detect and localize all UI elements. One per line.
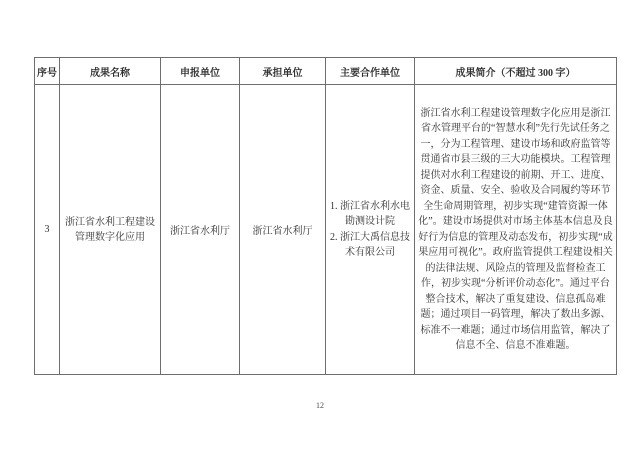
header-undertaking-unit: 承担单位 xyxy=(240,58,326,85)
table-row xyxy=(35,85,617,375)
cell-summary: 浙江省水利工程建设管理数字化应用是浙江省水管理平台的“智慧水利”先行先试任务之一，分为工程管理、建设市场和政府监管等贯通省市县三级的三大功能模块。工程管理提供对水利工程建设的前期、开工、进度、资金、质量、安全、验收及合同履约等环节全生命周期管理，初步实现“建管资源一体化”。建设市场提供对市场主体基本信息及良好行为信息的管理及动态发布，初步实现“成果应用可视化”。政府监管提供工程建设相关的法律法规、风险点的管理及监督检查工作，初步实现“分析评价动态化”。通过平台整合技术，解决了重复建设、信息孤岛难题；通过项目一码管理，解决了数出多源、标准不一难题；通过市场信用监管，解决了信息不全、信息不准难题。 xyxy=(415,85,617,375)
page-number: 12 xyxy=(316,401,324,410)
header-summary: 成果简介（不超过 300 字） xyxy=(415,58,617,85)
table-header-row xyxy=(35,58,617,85)
cell-declaring-unit: 浙江省水利厅 xyxy=(161,85,240,375)
partner-line: 2. 浙江大禹信息技术有限公司 xyxy=(330,231,410,258)
header-declaring-unit: 申报单位 xyxy=(161,58,240,85)
partner-line: 1. 浙江省水利水电勘测设计院 xyxy=(330,200,410,227)
cell-partners xyxy=(326,85,415,375)
results-table xyxy=(34,57,617,375)
header-index: 序号 xyxy=(35,58,60,85)
cell-index: 3 xyxy=(35,85,60,375)
header-name: 成果名称 xyxy=(60,58,161,85)
cell-achievement-name: 浙江省水利工程建设管理数字化应用 xyxy=(60,85,161,375)
header-partners: 主要合作单位 xyxy=(326,58,415,85)
cell-undertaking-unit: 浙江省水利厅 xyxy=(240,85,326,375)
